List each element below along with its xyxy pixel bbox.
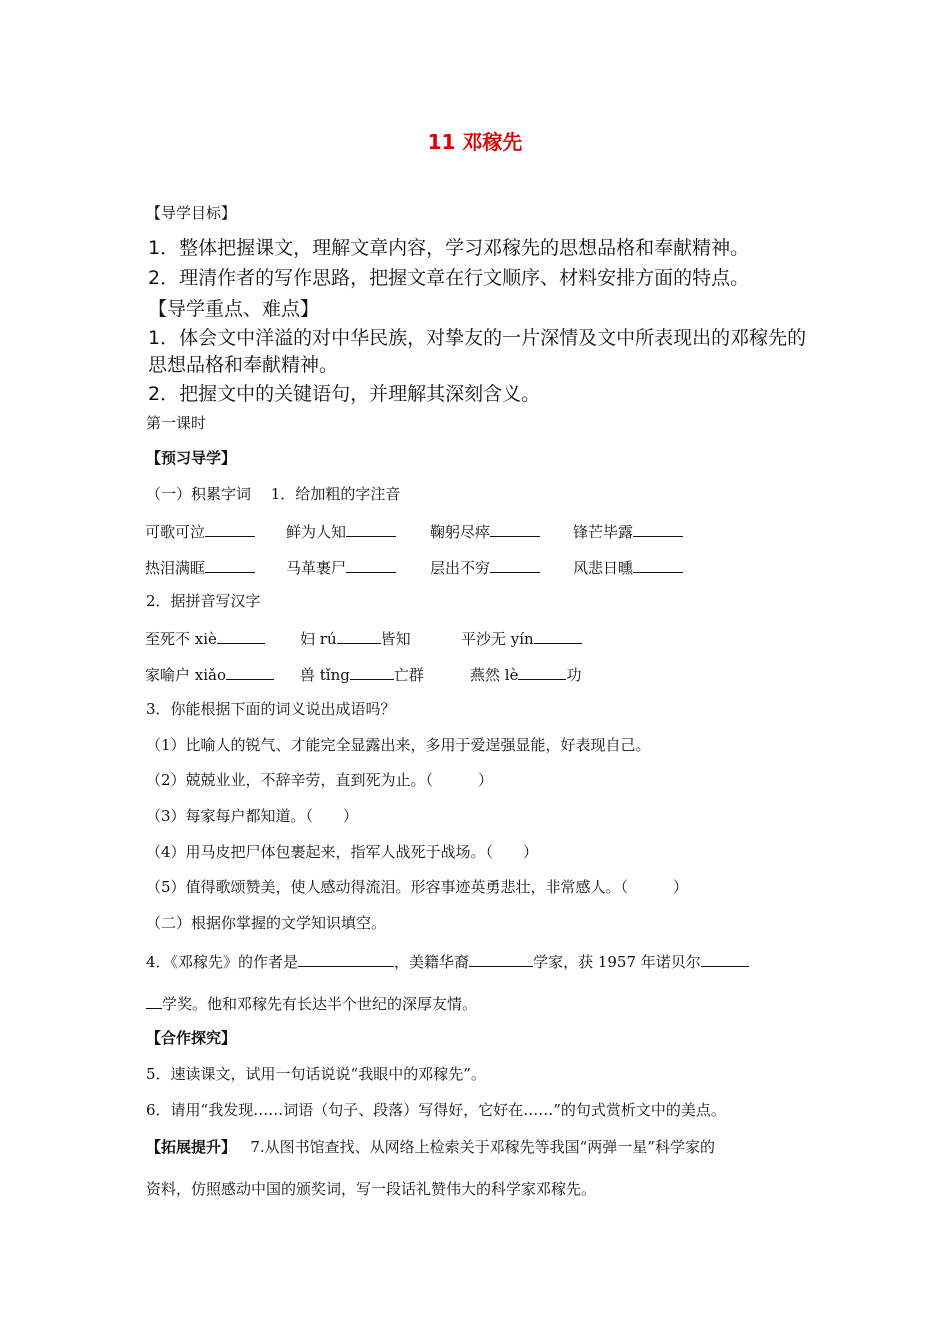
q4-text: 学家，获 1957 年诺贝尔 (533, 953, 701, 971)
pinyin-item (300, 627, 411, 649)
goal-2: 2．理清作者的写作思路，把握文章在行文顺序、材料安排方面的特点。 (148, 267, 750, 289)
q4-text: ，美籍华裔 (394, 953, 470, 971)
pinyin-text: 平沙无 yín (461, 630, 534, 648)
preview-header: 【预习导学】 (146, 449, 237, 467)
word-text: 鲜为人知 (286, 523, 347, 541)
focus-header: 【导学重点、难点】 (148, 298, 320, 320)
focus-1-cont: 思想品格和奉献精神。 (148, 354, 339, 376)
word-text: 锋芒毕露 (573, 523, 634, 541)
q2-heading: 2．据拼音写汉字 (146, 592, 261, 610)
q4-line-1 (146, 950, 749, 972)
focus-2: 2．把握文中的关键语句，并理解其深刻含义。 (148, 383, 541, 405)
answer-blank[interactable] (534, 627, 582, 644)
q3-item-5: （5）值得歌颂赞美，使人感动得流泪。形容事迹英勇悲壮，非常感人。（ ） (146, 878, 689, 896)
answer-blank[interactable] (350, 663, 394, 680)
answer-blank[interactable] (298, 950, 394, 967)
answer-blank[interactable] (469, 950, 533, 967)
answer-blank[interactable] (205, 520, 255, 537)
q4-line-2 (146, 992, 477, 1014)
q3-item-4: （4）用马皮把尸体包裹起来，指军人战死于战场。（ ） (146, 843, 539, 861)
q4-text: 学奖。他和邓稼先有长达半个世纪的深厚友情。 (162, 995, 478, 1013)
goal-1: 1．整体把握课文，理解文章内容，学习邓稼先的思想品格和奉献精神。 (148, 237, 750, 259)
q6-text: 6．请用“我发现……词语（句子、段落）写得好，它好在……”的句式赏析文中的美点。 (146, 1101, 726, 1119)
pinyin-item (461, 627, 582, 649)
pinyin-text: 妇 rú (300, 630, 337, 648)
extend-header: 【拓展提升】 (146, 1138, 237, 1156)
answer-blank[interactable] (346, 520, 396, 537)
lesson-label: 第一课时 (146, 414, 207, 432)
word-text: 风悲日曛 (573, 559, 634, 577)
answer-blank[interactable] (633, 520, 683, 537)
word-text: 层出不穷 (430, 559, 491, 577)
q7-line-2: 资料，仿照感动中国的颁奖词，写一段话礼赞伟大的科学家邓稼先。 (146, 1180, 597, 1198)
answer-blank[interactable] (226, 663, 274, 680)
answer-blank[interactable] (633, 556, 683, 573)
pinyin-item (300, 663, 424, 685)
answer-blank[interactable] (518, 663, 566, 680)
q5-text: 5．速读课文，试用一句话说说“我眼中的邓稼先”。 (146, 1065, 486, 1083)
q3-heading: 3．你能根据下面的词义说出成语吗？ (146, 700, 396, 718)
q7-text: 7.从图书馆查找、从网络上检索关于邓稼先等我国“两弹一星”科学家的 (250, 1138, 715, 1156)
q4-text: 4．《邓稼先》的作者是 (146, 953, 299, 971)
answer-blank[interactable] (490, 520, 540, 537)
answer-blank[interactable] (346, 556, 396, 573)
answer-blank[interactable] (701, 950, 749, 967)
q3-item-1: （1）比喻人的锐气、才能完全显露出来，多用于爱逞强显能，好表现自己。 (146, 736, 651, 754)
word-item (286, 520, 396, 542)
word-item (145, 520, 255, 542)
answer-blank[interactable] (490, 556, 540, 573)
word-item (430, 556, 540, 578)
part1-heading: （一）积累字词 1．给加粗的字注音 (146, 485, 401, 503)
q3-item-3: （3）每家每户都知道。（ ） (146, 807, 359, 825)
part2-heading: （二）根据你掌握的文学知识填空。 (146, 914, 387, 932)
pinyin-item (145, 663, 274, 685)
focus-1: 1．体会文中洋溢的对中华民族，对挚友的一片深情及文中所表现出的邓稼先的 (148, 327, 807, 349)
pinyin-text: 兽 tǐng (300, 666, 350, 684)
answer-blank[interactable] (205, 556, 255, 573)
page-title: 11 邓稼先 (427, 130, 523, 154)
word-text: 马革裹尸 (286, 559, 347, 577)
q7-line-1 (146, 1137, 715, 1157)
word-item (286, 556, 396, 578)
word-item (430, 520, 540, 542)
goals-header: 【导学目标】 (146, 204, 237, 222)
pinyin-text: 功 (566, 666, 582, 684)
answer-blank[interactable] (337, 627, 381, 644)
q3-item-2: （2）兢兢业业，不辞辛劳，直到死为止。（ ） (146, 771, 494, 789)
word-text: 鞠躬尽瘁 (430, 523, 491, 541)
pinyin-text: 至死不 xiè (145, 630, 217, 648)
pinyin-text: 亡群 (393, 666, 424, 684)
pinyin-text: 燕然 lè (470, 666, 519, 684)
answer-blank[interactable] (217, 627, 265, 644)
answer-blank[interactable] (146, 992, 162, 1009)
pinyin-item (145, 627, 265, 649)
pinyin-item (470, 663, 581, 685)
word-text: 可歌可泣 (145, 523, 206, 541)
word-text: 热泪满眶 (145, 559, 206, 577)
pinyin-text: 家喻户 xiǎo (145, 666, 226, 684)
word-item (573, 556, 683, 578)
pinyin-text: 皆知 (380, 630, 411, 648)
word-item (145, 556, 255, 578)
explore-header: 【合作探究】 (146, 1029, 237, 1047)
word-item (573, 520, 683, 542)
